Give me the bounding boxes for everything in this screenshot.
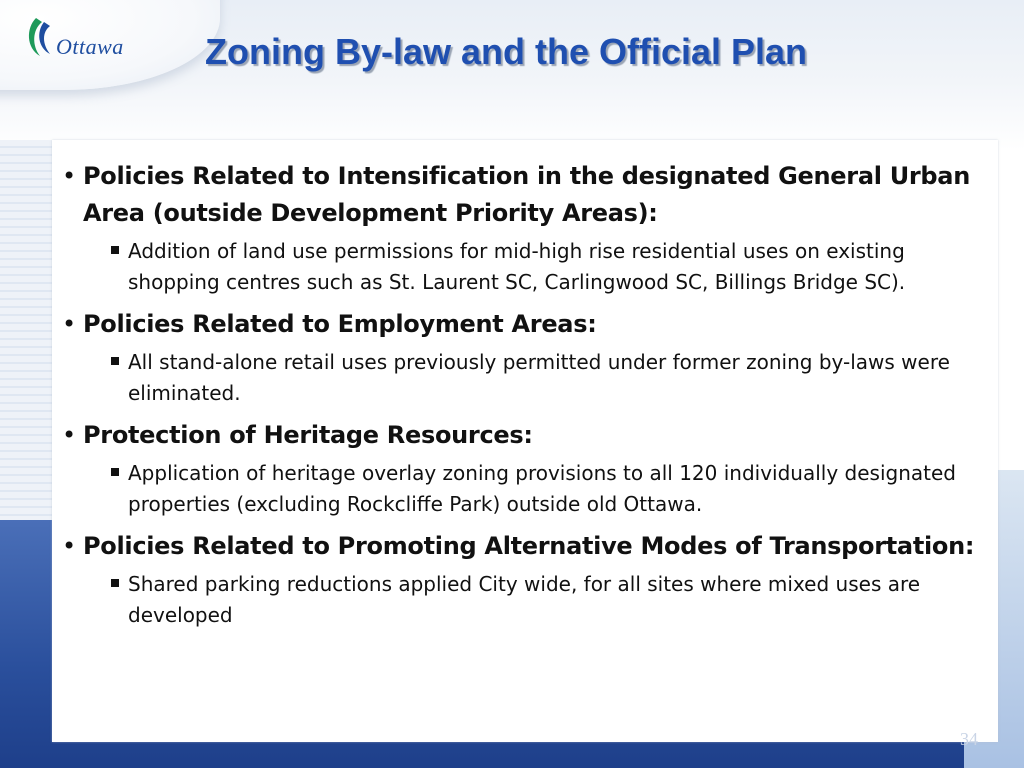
slide-title: Zoning By-law and the Official Plan bbox=[205, 31, 808, 72]
bullet-heading: Policies Related to Employment Areas: bbox=[83, 310, 597, 338]
sub-bullet-text: Application of heritage overlay zoning provisions to all 120 individually designated properties (excluding Rockcliffe Park) outside old Ottawa. bbox=[128, 461, 956, 516]
ottawa-logo bbox=[20, 8, 150, 68]
logo-wordmark: Ottawa bbox=[56, 34, 124, 59]
bullet-dot: • bbox=[62, 310, 77, 338]
square-bullet-icon bbox=[111, 579, 119, 587]
square-bullet-icon bbox=[111, 468, 119, 476]
bullet-item bbox=[60, 528, 975, 631]
bullet-item bbox=[60, 158, 975, 298]
bullet-list bbox=[60, 158, 975, 639]
sub-bullet bbox=[83, 569, 975, 631]
bullet-dot: • bbox=[62, 532, 77, 560]
bullet-dot: • bbox=[62, 421, 77, 449]
bullet-heading: Protection of Heritage Resources: bbox=[83, 421, 533, 449]
bullet-item bbox=[60, 306, 975, 409]
square-bullet-icon bbox=[111, 246, 119, 254]
sub-bullet bbox=[83, 236, 975, 298]
bullet-item bbox=[60, 417, 975, 520]
bullet-heading: Policies Related to Intensification in the designated General Urban Area (outside Development Priority Areas): bbox=[83, 162, 970, 227]
sub-bullet-text: Shared parking reductions applied City wide, for all sites where mixed uses are developed bbox=[128, 572, 921, 627]
square-bullet-icon bbox=[111, 357, 119, 365]
background-stripes bbox=[0, 140, 60, 560]
bullet-dot: • bbox=[62, 162, 77, 190]
bullet-heading: Policies Related to Promoting Alternative Modes of Transportation: bbox=[83, 532, 975, 560]
page-number: 34 bbox=[960, 729, 978, 749]
sub-bullet-text: Addition of land use permissions for mid-high rise residential uses on existing shopping centres such as St. Laurent SC, Carlingwood SC, Billings Bridge SC). bbox=[128, 239, 906, 294]
sub-bullet bbox=[83, 347, 975, 409]
sub-bullet bbox=[83, 458, 975, 520]
sub-bullet-text: All stand-alone retail uses previously permitted under former zoning by-laws were eliminated. bbox=[128, 350, 950, 405]
